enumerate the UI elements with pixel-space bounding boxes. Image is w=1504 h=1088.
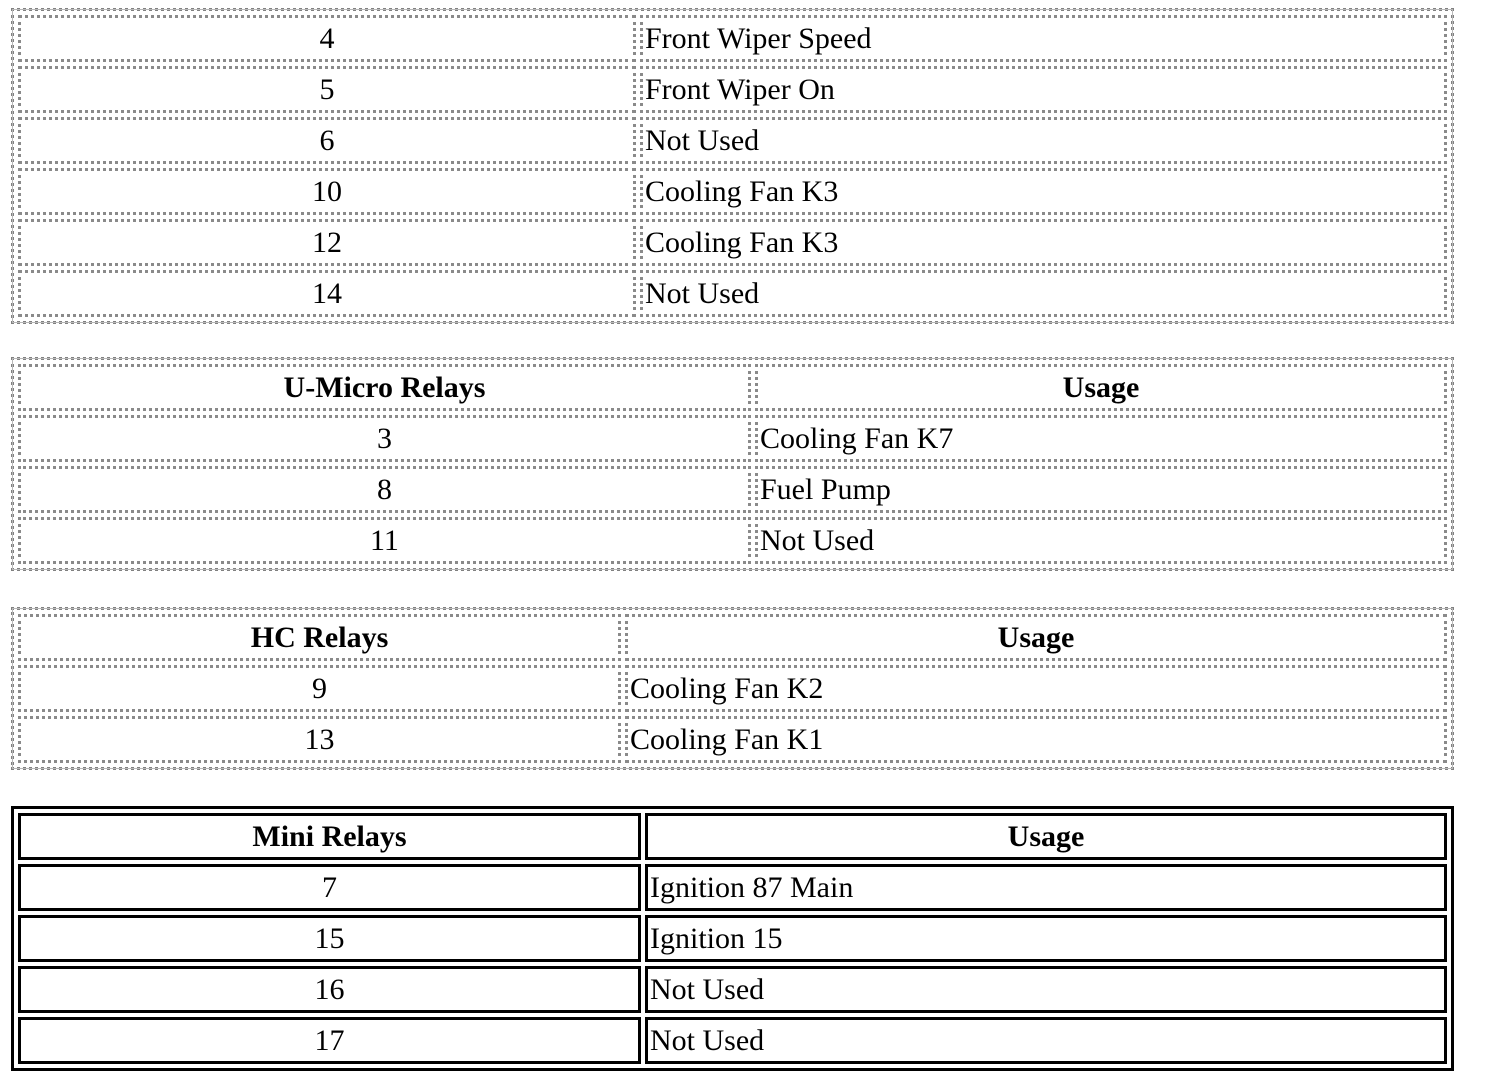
relay-number-cell: 13 (18, 716, 621, 763)
table-row (18, 270, 1447, 317)
table-row (18, 219, 1447, 266)
relay-usage-cell: Ignition 87 Main (645, 864, 1447, 911)
relay-usage-cell: Not Used (640, 117, 1447, 164)
usage-column-header: Usage (755, 364, 1447, 411)
table-header-row (18, 813, 1447, 860)
relay-number-cell: 9 (18, 665, 621, 712)
relay-usage-cell: Fuel Pump (755, 466, 1447, 513)
relay-number-cell: 7 (18, 864, 641, 911)
u-micro-relays-table (11, 357, 1454, 571)
table-row (18, 117, 1447, 164)
table-row (18, 466, 1447, 513)
relay-number-cell: 4 (18, 15, 636, 62)
hc-relays-table (11, 607, 1454, 770)
relay-usage-cell: Front Wiper On (640, 66, 1447, 113)
table-row (18, 966, 1447, 1013)
table-row (18, 168, 1447, 215)
table-header-row (18, 614, 1447, 661)
usage-column-header: Usage (625, 614, 1447, 661)
relay-usage-cell: Cooling Fan K3 (640, 219, 1447, 266)
usage-column-header: Usage (645, 813, 1447, 860)
relay-usage-cell: Not Used (640, 270, 1447, 317)
relay-number-cell: 14 (18, 270, 636, 317)
table-row (18, 716, 1447, 763)
relay-number-cell: 5 (18, 66, 636, 113)
table-row (18, 415, 1447, 462)
relay-number-cell: 17 (18, 1017, 641, 1064)
relay-usage-cell: Cooling Fan K1 (625, 716, 1447, 763)
relay-column-header: Mini Relays (18, 813, 641, 860)
relay-number-cell: 3 (18, 415, 751, 462)
relay-usage-cell: Cooling Fan K2 (625, 665, 1447, 712)
table-row (18, 66, 1447, 113)
relay-number-cell: 15 (18, 915, 641, 962)
relay-number-cell: 11 (18, 517, 751, 564)
relay-number-cell: 12 (18, 219, 636, 266)
table-row (18, 15, 1447, 62)
relay-usage-cell: Not Used (645, 1017, 1447, 1064)
relay-usage-cell: Not Used (755, 517, 1447, 564)
table-header-row (18, 364, 1447, 411)
relay-usage-cell: Front Wiper Speed (640, 15, 1447, 62)
relay-number-cell: 16 (18, 966, 641, 1013)
relay-number-cell: 6 (18, 117, 636, 164)
relay-column-header: U-Micro Relays (18, 364, 751, 411)
table-row (18, 915, 1447, 962)
relay-number-cell: 8 (18, 466, 751, 513)
relay-number-cell: 10 (18, 168, 636, 215)
table-row (18, 665, 1447, 712)
relay-column-header: HC Relays (18, 614, 621, 661)
table-row (18, 1017, 1447, 1064)
relay-usage-cell: Cooling Fan K7 (755, 415, 1447, 462)
relay-table-continued (11, 8, 1454, 324)
mini-relays-table (11, 806, 1454, 1071)
relay-usage-cell: Not Used (645, 966, 1447, 1013)
relay-usage-cell: Ignition 15 (645, 915, 1447, 962)
table-row (18, 864, 1447, 911)
table-row (18, 517, 1447, 564)
relay-usage-cell: Cooling Fan K3 (640, 168, 1447, 215)
